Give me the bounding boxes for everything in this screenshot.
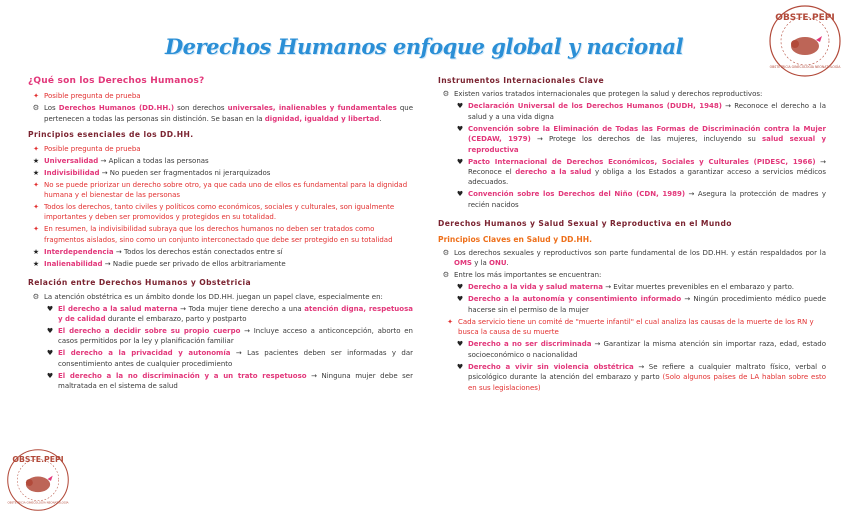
list-item-text: Inalienabilidad → Nadie puede ser privado de ellos arbitrariamente <box>44 259 286 268</box>
list-item-text: Entre los más importantes se encuentran: <box>454 271 602 280</box>
list-item <box>438 89 826 99</box>
star-icon: ★ <box>32 156 40 165</box>
list-item-text: Universalidad → Aplican a todas las personas <box>44 156 209 165</box>
list-item-text: Convención sobre los Derechos del Niño (CDN, 1989) → Asegura la protección de madres y recién nacidos <box>468 190 826 209</box>
section-heading-instrumentos: Instrumentos Internacionales Clave <box>438 76 605 85</box>
list-item <box>28 348 413 369</box>
logo-subtext: OBSTETRICIA GINECOLOGÍA NEONATOLOGÍA <box>7 500 69 505</box>
logo-text: OBSTE.PEPI <box>12 454 64 464</box>
list-item <box>438 294 826 315</box>
gear-bullet-icon: ⚙ <box>442 248 450 258</box>
gear-bullet-icon: ⚙ <box>32 291 40 301</box>
heart-icon: ♥ <box>46 371 54 380</box>
list-item-text: El derecho a decidir sobre su propio cuerpo → Incluye acceso a anticoncepción, aborto en casos permitidos por la ley y planificación familiar <box>58 327 413 346</box>
heart-icon: ♥ <box>456 362 464 371</box>
heart-icon: ♥ <box>46 304 54 313</box>
heart-icon: ♥ <box>456 340 464 349</box>
star-icon: ★ <box>32 168 40 177</box>
star-bullet-icon: ✦ <box>33 180 39 189</box>
list-item <box>438 124 826 155</box>
obste-pepi-logo-bottom <box>6 448 70 512</box>
right-column <box>438 73 826 395</box>
note-text: Cada servicio tiene un comité de "muerte infantil" el cual analiza las causas de la muerte de los RN y busca la causa de su muerte <box>458 317 814 337</box>
logo-subtext: OBSTETRICIA GINECOLOGÍA NEONATOLOGÍA <box>769 65 841 69</box>
left-column <box>28 73 413 393</box>
list-item-text: Interdependencia → Todos los derechos están conectados entre sí <box>44 247 283 256</box>
heart-icon: ♥ <box>456 295 464 304</box>
list-item <box>438 339 826 360</box>
list-item <box>28 103 413 124</box>
note-text: En resumen, la indivisibilidad subraya que los derechos humanos no deben ser tratados como fragmentos aislados, sino como un conjunto interconectado que debe ser protegido en su totalidad <box>44 225 393 244</box>
section-heading-que-son: ¿Qué son los Derechos Humanos? <box>28 76 205 86</box>
star-bullet-icon: ✦ <box>33 92 39 101</box>
list-item <box>438 362 826 393</box>
logo-text: OBSTE.PEPI <box>775 13 835 23</box>
list-item <box>28 156 413 166</box>
list-item <box>28 371 413 392</box>
list-item <box>28 304 413 325</box>
note-text: Posible pregunta de prueba <box>44 144 141 153</box>
list-item-text: Derecho a la vida y salud materna → Evitar muertes prevenibles en el embarazo y parto. <box>468 283 794 292</box>
list-item-text: Convención sobre la Eliminación de Todas las Formas de Discriminación contra la Mujer (CEDAW, 1979) → Protege los derechos de las mujeres, incluyendo su salud sexual y reproductiva <box>468 124 827 154</box>
star-icon: ★ <box>32 247 40 256</box>
star-bullet-icon: ✦ <box>33 203 39 212</box>
note-text: No se puede priorizar un derecho sobre otro, ya que cada uno de ellos es fundamental para la dignidad humana y el bienestar de las personas <box>44 180 408 200</box>
list-item <box>438 189 826 210</box>
heart-icon: ♥ <box>46 327 54 336</box>
gear-bullet-icon: ⚙ <box>32 103 40 113</box>
list-item-text: Pacto Internacional de Derechos Económicos, Sociales y Culturales (PIDESC, 1966) → Reconoce el derecho a la salud y obliga a los Estados a garantizar acceso a servicios médicos adecuados. <box>468 157 826 187</box>
list-item <box>438 248 826 269</box>
heart-icon: ♥ <box>456 102 464 111</box>
list-item <box>438 270 826 280</box>
list-item-text: El derecho a la privacidad y autonomía → Las pacientes deben ser informadas y dar consentimiento antes de cualquier procedimiento <box>58 349 413 368</box>
heart-icon: ♥ <box>456 124 464 133</box>
list-item <box>28 326 413 347</box>
list-item <box>28 259 413 269</box>
list-item <box>28 144 413 154</box>
list-item <box>28 247 413 257</box>
note-text: Todos los derechos, tanto civiles y políticos como económicos, sociales y culturales, son igualmente importantes y deben ser promovidos y protegidos en su totalidad. <box>44 203 395 222</box>
list-item <box>438 157 826 188</box>
list-item <box>28 91 413 101</box>
list-item-text: Derecho a vivir sin violencia obstétrica → Se refiere a cualquier maltrato físico, verbal o psicológico durante la atención del embarazo y parto (Solo algunos países de LA hablan sobre esto en sus legislaciones) <box>468 362 826 392</box>
list-item <box>28 180 413 201</box>
page-title: Derechos Humanos enfoque global y nacional <box>164 34 684 59</box>
list-item-text: El derecho a la salud materna → Toda mujer tiene derecho a una atención digna, respetuosa y de calidad durante el embarazo, parto y postparto <box>58 304 413 324</box>
gear-bullet-icon: ⚙ <box>442 270 450 280</box>
heart-icon: ♥ <box>46 349 54 358</box>
list-item-text: El derecho a la no discriminación y a un trato respetuoso → Ninguna mujer debe ser maltratada en el sistema de salud <box>58 371 413 391</box>
star-icon: ★ <box>32 259 40 268</box>
list-item <box>438 101 826 122</box>
list-item <box>28 224 413 245</box>
heart-icon: ♥ <box>456 283 464 292</box>
list-item-text: Derecho a la autonomía y consentimiento informado → Ningún procedimiento médico puede hacerse sin el permiso de la mujer <box>468 295 827 314</box>
star-bullet-icon: ✦ <box>33 144 39 153</box>
section-heading-principios: Principios esenciales de los DD.HH. <box>28 130 194 140</box>
section-heading-salud-sexual: Derechos Humanos y Salud Sexual y Reproductiva en el Mundo <box>438 219 732 229</box>
note-text: Posible pregunta de prueba <box>44 92 141 101</box>
obste-pepi-logo <box>768 4 842 78</box>
star-bullet-icon: ✦ <box>447 317 453 326</box>
heart-icon: ♥ <box>456 157 464 166</box>
list-item <box>28 202 413 223</box>
list-item <box>438 282 826 292</box>
heart-icon: ♥ <box>456 190 464 199</box>
list-item-text: Existen varios tratados internacionales que protegen la salud y derechos reproductivos: <box>454 90 763 99</box>
subheading-principios-claves: Principios Claves en Salud y DD.HH. <box>438 234 592 244</box>
list-item <box>28 168 413 178</box>
list-item <box>28 292 413 302</box>
gear-bullet-icon: ⚙ <box>442 89 450 99</box>
list-item-text: Los Derechos Humanos (DD.HH.) son derechos universales, inalienables y fundamentales que pertenecen a todas las personas sin distinción. Se basan en la dignidad, igualdad y libertad. <box>44 104 414 123</box>
list-item-text: Declaración Universal de los Derechos Humanos (DUDH, 1948) → Reconoce el derecho a la salud y a una vida digna <box>468 102 826 121</box>
list-item <box>438 317 826 338</box>
list-item-text: Los derechos sexuales y reproductivos son parte fundamental de los DD.HH. y están respaldados por la OMS y la ONU. <box>454 249 826 268</box>
star-bullet-icon: ✦ <box>33 225 39 234</box>
list-item-text: La atención obstétrica es un ámbito donde los DD.HH. juegan un papel clave, especialmente en: <box>44 292 383 301</box>
list-item-text: Derecho a no ser discriminada → Garantizar la misma atención sin importar raza, edad, estado socioeconómico o nacionalidad <box>468 340 826 359</box>
list-item-text: Indivisibilidad → No pueden ser fragmentados ni jerarquizados <box>44 168 271 177</box>
section-heading-obstetricia: Relación entre Derechos Humanos y Obstetricia <box>28 278 252 288</box>
